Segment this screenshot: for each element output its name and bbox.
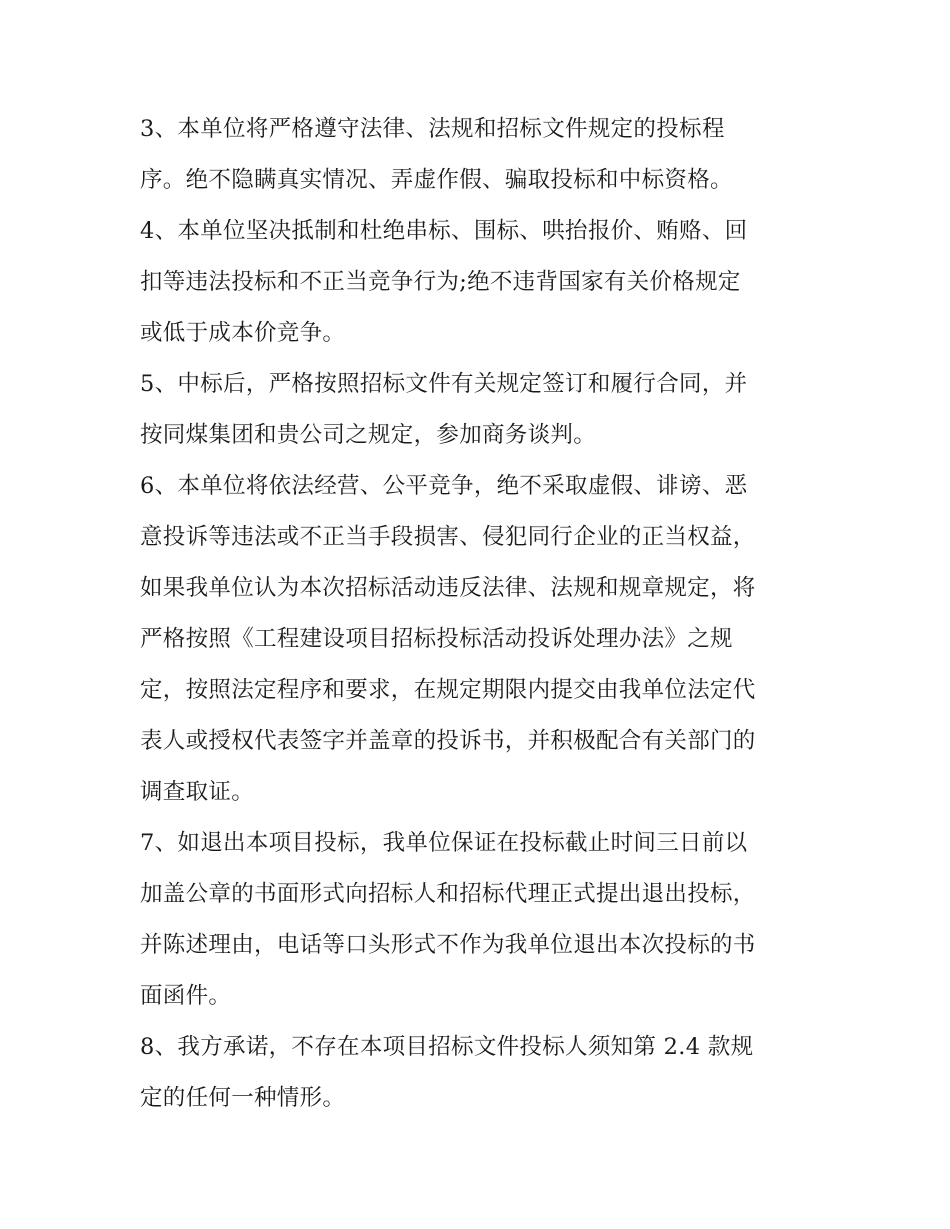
text-line: 6、本单位将依法经营、公平竞争，绝不采取虚假、诽谤、恶 xyxy=(140,473,748,499)
text-line: 表人或授权代表签字并盖章的投诉书，并积极配合有关部门的 xyxy=(140,728,756,754)
text-line: 并陈述理由，电话等口头形式不作为我单位退出本次投标的书 xyxy=(140,932,756,958)
text-line: 如果我单位认为本次招标活动违反法律、法规和规章规定，将 xyxy=(140,575,756,601)
text-line: 扣等违法投标和不正当竞争行为;绝不违背国家有关价格规定 xyxy=(140,269,741,295)
text-line: 序。绝不隐瞒真实情况、弄虚作假、骗取投标和中标资格。 xyxy=(140,167,733,193)
text-line: 3、本单位将严格遵守法律、法规和招标文件规定的投标程 xyxy=(140,116,725,142)
text-line: 4、本单位坚决抵制和杜绝串标、围标、哄抬报价、贿赂、回 xyxy=(140,218,748,244)
text-line: 面函件。 xyxy=(140,983,232,1009)
document-body xyxy=(140,104,820,1124)
text-line: 5、中标后，严格按照招标文件有关规定签订和履行合同，并 xyxy=(140,371,748,397)
text-line: 按同煤集团和贵公司之规定，参加商务谈判。 xyxy=(140,422,597,448)
text-line: 加盖公章的书面形式向招标人和招标代理正式提出退出投标， xyxy=(140,881,756,907)
text-line: 定，按照法定程序和要求，在规定期限内提交由我单位法定代 xyxy=(140,677,756,703)
text-line: 定的任何一种情形。 xyxy=(140,1085,346,1111)
text-line: 严格按照《工程建设项目招标投标活动投诉处理办法》之规 xyxy=(140,626,733,652)
text-line: 意投诉等违法或不正当手段损害、侵犯同行企业的正当权益， xyxy=(140,524,756,550)
text-line: 8、我方承诺，不存在本项目招标文件投标人须知第 2.4 款规 xyxy=(140,1034,754,1060)
text-line: 7、如退出本项目投标，我单位保证在投标截止时间三日前以 xyxy=(140,830,748,856)
text-line: 调查取证。 xyxy=(140,779,255,805)
text-line: 或低于成本价竞争。 xyxy=(140,320,346,346)
